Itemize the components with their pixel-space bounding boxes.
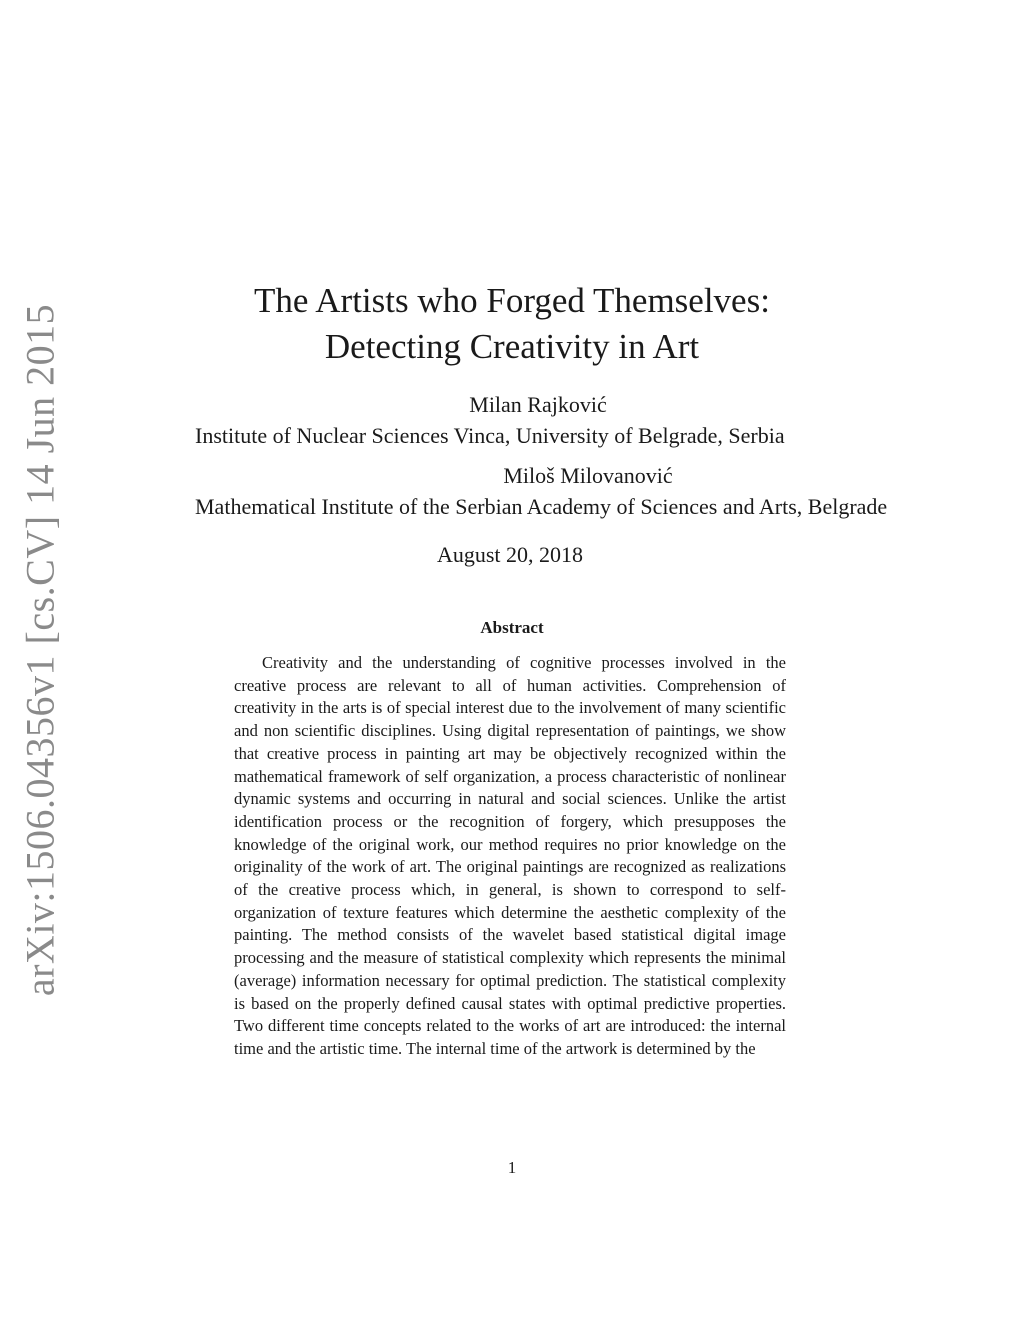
- author-name-1: Milan Rajković: [469, 392, 607, 417]
- author-name-2: Miloš Milovanović: [503, 463, 673, 488]
- title-line-2: Detecting Creativity in Art: [324, 327, 700, 366]
- page-number: 1: [507, 1158, 517, 1177]
- abstract-heading: Abstract: [480, 618, 544, 637]
- arxiv-identifier-stamp: arXiv:1506.04356v1 [cs.CV] 14 Jun 2015: [17, 303, 63, 997]
- author-affiliation-2: Mathematical Institute of the Serbian Academy of Sciences and Arts, Belgrade: [195, 494, 888, 519]
- abstract-body: Creativity and the understanding of cognitive processes involved in the creative process are relevant to all of human activities. Comprehension of creativity in the arts is of special interest due to the involvement of many scientific and non scientific disciplines. Using digital representation of paintings, we show that creative process in painting art may be objectively recognized within the mathematical framework of self organization, a process characteristic of nonlinear dynamic systems and occurring in natural and social sciences. Unlike the artist identification process or the recognition of forgery, which presupposes the knowledge of the original work, our method requires no prior knowledge on the originality of the work of art. The original paintings are recognized as realizations of the creative process which, in general, is shown to correspond to self-organization of texture features which determine the aesthetic complexity of the painting. The method consists of the wavelet based statistical digital image processing and the measure of statistical complexity which represents the minimal (average) information necessary for optimal prediction. The statistical complexity is based on the properly defined causal states with optimal predictive properties. Two different time concepts related to the works of art are introduced: the internal time and the artistic time. The internal time of the artwork is determined by the: [234, 653, 786, 1058]
- author-affiliation-1: Institute of Nuclear Sciences Vinca, University of Belgrade, Serbia: [195, 423, 785, 448]
- paper-date: August 20, 2018: [436, 542, 584, 567]
- title-line-1: The Artists who Forged Themselves:: [254, 281, 770, 320]
- paper-title: [0, 278, 1024, 370]
